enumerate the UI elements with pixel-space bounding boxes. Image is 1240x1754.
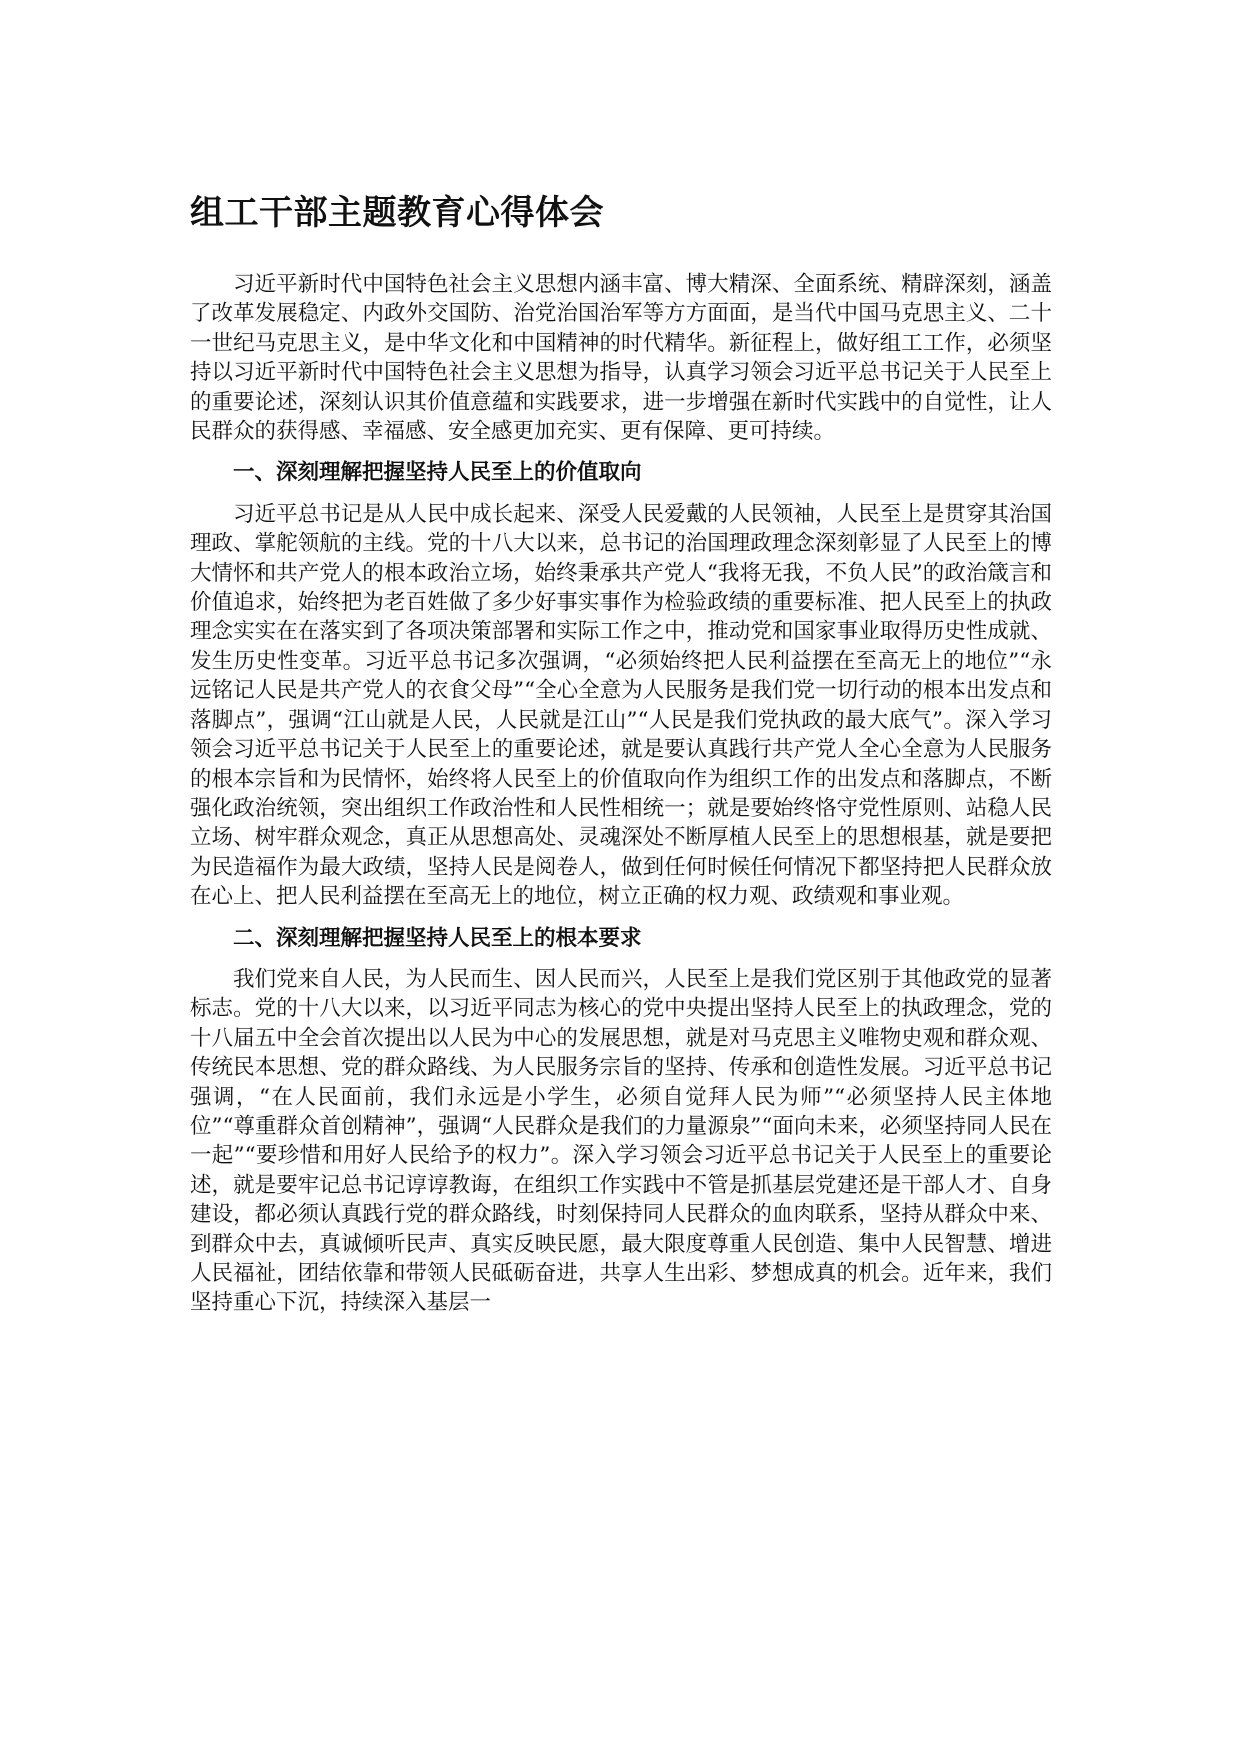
intro-paragraph: 习近平新时代中国特色社会主义思想内涵丰富、博大精深、全面系统、精辟深刻，涵盖了改革发展稳定、内政外交国防、治党治国治军等方方面面，是当代中国马克思主义、二十一世纪马克思主义，是中华文化和中国精神的时代精华。新征程上，做好组工工作，必须坚持以习近平新时代中国特色社会主义思想为指导，认真学习领会习近平总书记关于人民至上的重要论述，深刻认识其价值意蕴和实践要求，进一步增强在新时代实践中的自觉性，让人民群众的获得感、幸福感、安全感更加充实、更有保障、更可持续。 [190,272,1052,445]
section-paragraph-2: 我们党来自人民，为人民而生、因人民而兴，人民至上是我们党区别于其他政党的显著标志。党的十八大以来，以习近平同志为核心的党中央提出坚持人民至上的执政理念，党的十八届五中全会首次提出以人民为中心的发展思想，就是对马克思主义唯物史观和群众观、传统民本思想、党的群众路线、为人民服务宗旨的坚持、传承和创造性发展。习近平总书记强调，“在人民面前，我们永远是小学生，必须自觉拜人民为师”“必须坚持人民主体地位”“尊重群众首创精神”，强调“人民群众是我们的力量源泉”“面向未来，必须坚持同人民在一起”“要珍惜和用好人民给予的权力”。深入学习领会习近平总书记关于人民至上的重要论述，就是要牢记总书记谆谆教诲，在组织工作实践中不管是抓基层党建还是干部人才、自身建设，都必须认真践行党的群众路线，时刻保持同人民群众的血肉联系，坚持从群众中来、到群众中去，真诚倾听民声、真实反映民愿，最大限度尊重人民创造、集中人民智慧、增进人民福祉，团结依靠和带领人民砥砺奋进，共享人生出彩、梦想成真的机会。近年来，我们坚持重心下沉，持续深入基层一 [190,966,1052,1316]
section-paragraph-1: 习近平总书记是从人民中成长起来、深受人民爱戴的人民领袖，人民至上是贯穿其治国理政、掌舵领航的主线。党的十八大以来，总书记的治国理政理念深刻彰显了人民至上的博大情怀和共产党人的根本政治立场，始终秉承共产党人“我将无我，不负人民”的政治箴言和价值追求，始终把为老百姓做了多少好事实事作为检验政绩的重要标准、把人民至上的执政理念实实在在落实到了各项决策部署和实际工作之中，推动党和国家事业取得历史性成就、发生历史性变革。习近平总书记多次强调，“必须始终把人民利益摆在至高无上的地位”“永远铭记人民是共产党人的衣食父母”“全心全意为人民服务是我们党一切行动的根本出发点和落脚点”，强调“江山就是人民，人民就是江山”“人民是我们党执政的最大底气”。深入学习领会习近平总书记关于人民至上的重要论述，就是要认真践行共产党人全心全意为人民服务的根本宗旨和为民情怀，始终将人民至上的价值取向作为组织工作的出发点和落脚点，不断强化政治统领，突出组织工作政治性和人民性相统一；就是要始终恪守党性原则、站稳人民立场、树牢群众观念，真正从思想高处、灵魂深处不断厚植人民至上的思想根基，就是要把为民造福作为最大政绩，坚持人民是阅卷人，做到任何时候任何情况下都坚持把人民群众放在心上、把人民利益摆在至高无上的地位，树立正确的权力观、政绩观和事业观。 [190,501,1052,910]
page-title: 组工干部主题教育心得体会 [190,193,604,233]
section-heading-2: 二、深刻理解把握坚持人民至上的根本要求 [233,925,642,951]
document-body [190,190,1052,1318]
section-heading-1: 一、深刻理解把握坚持人民至上的价值取向 [233,460,642,486]
